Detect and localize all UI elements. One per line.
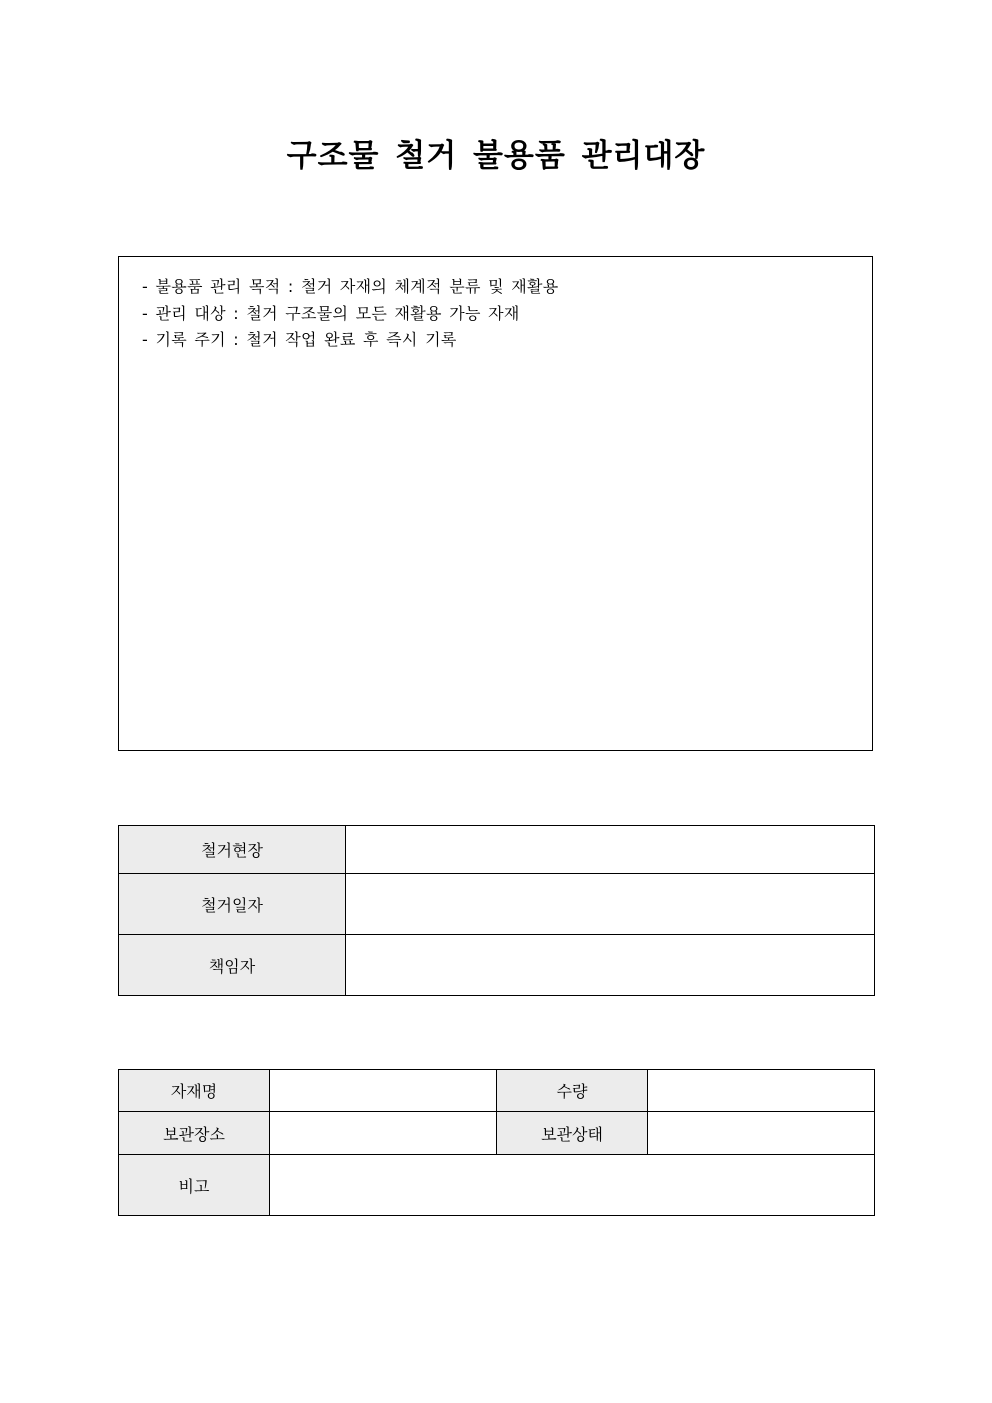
date-label: 철거일자 (119, 874, 346, 935)
item-row-2 (119, 1112, 875, 1155)
date-value-field[interactable] (346, 874, 875, 935)
manager-value-field[interactable] (346, 935, 875, 996)
date-row (119, 874, 875, 935)
quantity-label: 수량 (497, 1070, 648, 1112)
item-info-table (118, 1069, 875, 1216)
note-record-cycle: - 기록 주기 : 철거 작업 완료 후 즉시 기록 (142, 330, 457, 349)
notes-box (118, 256, 873, 751)
page-title: 구조물 철거 불용품 관리대장 (286, 138, 706, 174)
storage-condition-label: 보관상태 (497, 1112, 648, 1155)
site-value-field[interactable] (346, 826, 875, 874)
site-info-table (118, 825, 875, 996)
material-name-label: 자재명 (119, 1070, 270, 1112)
storage-condition-field[interactable] (648, 1112, 875, 1155)
storage-location-label: 보관장소 (119, 1112, 270, 1155)
item-row-3 (119, 1155, 875, 1216)
manager-row (119, 935, 875, 996)
material-name-field[interactable] (270, 1070, 497, 1112)
item-row-1 (119, 1070, 875, 1112)
note-purpose: - 불용품 관리 목적 : 철거 자재의 체계적 분류 및 재활용 (142, 277, 559, 296)
manager-label: 책임자 (119, 935, 346, 996)
site-row (119, 826, 875, 874)
site-label: 철거현장 (119, 826, 346, 874)
remarks-label: 비고 (119, 1155, 270, 1216)
remarks-field[interactable] (270, 1155, 875, 1216)
note-target: - 관리 대상 : 철거 구조물의 모든 재활용 가능 자재 (142, 303, 520, 323)
quantity-field[interactable] (648, 1070, 875, 1112)
storage-location-field[interactable] (270, 1112, 497, 1155)
